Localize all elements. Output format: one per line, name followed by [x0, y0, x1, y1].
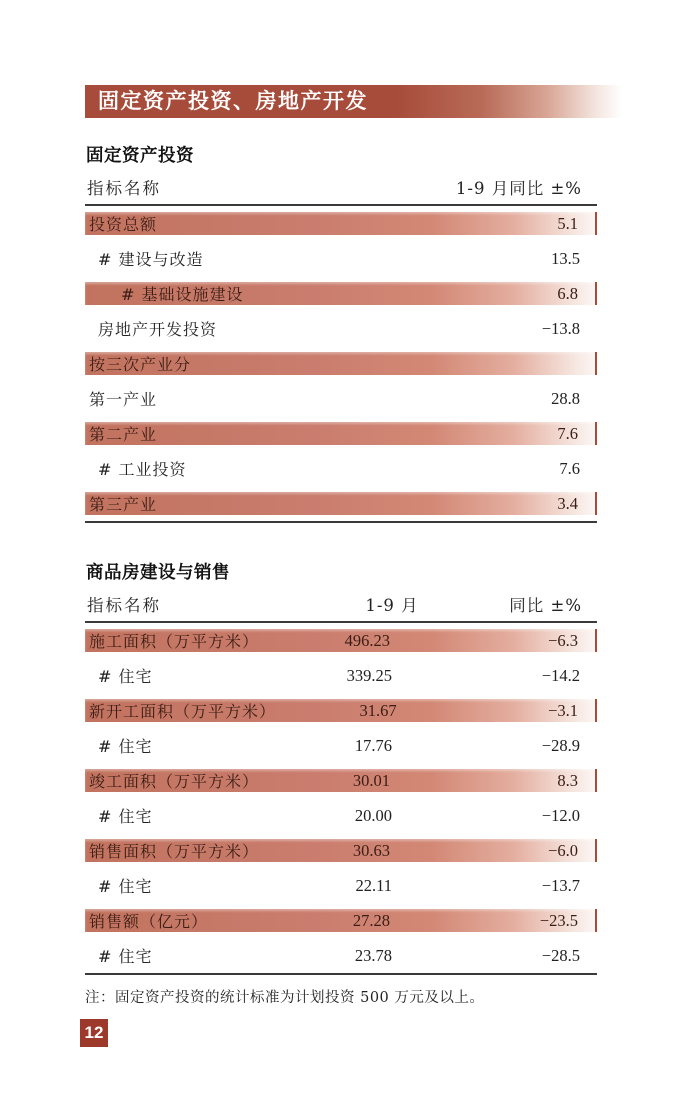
row-yoy-value: −23.5: [539, 910, 578, 930]
row-label: # 建设与改造: [98, 250, 204, 269]
row-value: 13.5: [551, 248, 580, 268]
row-label: # 住宅: [98, 737, 153, 756]
row-label: # 住宅: [98, 947, 153, 966]
row-period-value: 20.00: [354, 805, 392, 825]
chapter-banner-title: 固定资产投资、房地产开发: [98, 90, 368, 113]
table1-title: 固定资产投资: [86, 145, 194, 165]
row-label: 房地产开发投资: [98, 320, 218, 339]
table-row: [85, 381, 597, 416]
plain-row: [85, 874, 597, 897]
table-row: [85, 486, 597, 521]
plain-row: [85, 457, 597, 480]
table-row: [85, 346, 597, 381]
table-row: [85, 833, 597, 868]
row-period-value: 22.11: [355, 875, 392, 895]
table-row: [85, 903, 597, 938]
row-label: 竣工面积（万平方米）: [89, 772, 260, 791]
plain-row: [85, 734, 597, 757]
table-row: [85, 728, 597, 763]
highlight-bar: [85, 699, 597, 722]
row-label: # 工业投资: [98, 460, 187, 479]
row-yoy-value: −6.3: [548, 630, 578, 650]
row-period-value: 30.01: [352, 770, 390, 790]
row-label: 投资总额: [89, 215, 158, 234]
row-label: 新开工面积（万平方米）: [89, 702, 277, 721]
table-row: [85, 623, 597, 658]
row-yoy-value: −6.0: [548, 840, 578, 860]
row-label: # 基础设施建设: [121, 285, 244, 304]
row-value: 7.6: [559, 458, 580, 478]
table-row: [85, 276, 597, 311]
row-label: 第三产业: [89, 495, 158, 514]
table2-header-indicator: 指标名称: [87, 596, 161, 615]
row-period-value: 30.63: [352, 840, 390, 860]
row-label: 第一产业: [89, 390, 158, 409]
row-period-value: 17.76: [354, 735, 392, 755]
table-row: [85, 798, 597, 833]
plain-row: [85, 804, 597, 827]
table-row: [85, 416, 597, 451]
plain-row: [85, 387, 597, 410]
row-yoy-value: −12.0: [541, 805, 580, 825]
plain-row: [85, 944, 597, 967]
row-yoy-value: −28.9: [541, 735, 580, 755]
row-label: 按三次产业分: [89, 355, 192, 374]
row-value: 3.4: [557, 493, 578, 513]
row-label: 销售额（亿元）: [89, 912, 209, 931]
row-label: 销售面积（万平方米）: [89, 842, 260, 861]
table2-header-period: 1-9 月: [365, 596, 419, 615]
table-row: [85, 206, 597, 241]
row-value: −13.8: [541, 318, 580, 338]
table-row: [85, 658, 597, 693]
row-value: 7.6: [557, 423, 578, 443]
row-period-value: 496.23: [344, 630, 390, 650]
table1-body: [85, 206, 597, 523]
table-row: [85, 451, 597, 486]
table2-body: [85, 623, 597, 975]
table-row: [85, 938, 597, 973]
plain-row: [85, 247, 597, 270]
row-yoy-value: −13.7: [541, 875, 580, 895]
row-period-value: 31.67: [359, 700, 397, 720]
highlight-bar: [85, 282, 597, 305]
row-yoy-value: 8.3: [557, 770, 578, 790]
row-label: # 住宅: [98, 807, 153, 826]
highlight-bar: [85, 629, 597, 652]
row-label: # 住宅: [98, 667, 153, 686]
row-label: 第二产业: [89, 425, 158, 444]
table1-header-row: [85, 175, 597, 206]
highlight-bar: [85, 352, 597, 375]
table1-header-value: 1-9 月同比 ±%: [455, 179, 582, 198]
commercial-housing-table: [85, 592, 597, 975]
row-label: # 住宅: [98, 877, 153, 896]
row-period-value: 27.28: [352, 910, 390, 930]
highlight-bar: [85, 769, 597, 792]
row-value: 28.8: [551, 388, 580, 408]
row-period-value: 339.25: [346, 665, 392, 685]
table2-header-row: [85, 592, 597, 623]
row-yoy-value: −14.2: [541, 665, 580, 685]
highlight-bar: [85, 492, 597, 515]
chapter-banner: [85, 85, 622, 118]
highlight-bar: [85, 422, 597, 445]
page-number-badge: 12: [80, 1019, 108, 1047]
row-yoy-value: −3.1: [548, 700, 578, 720]
highlight-bar: [85, 909, 597, 932]
table-row: [85, 241, 597, 276]
table2-title: 商品房建设与销售: [86, 562, 230, 582]
table-row: [85, 868, 597, 903]
table-row: [85, 311, 597, 346]
row-yoy-value: −28.5: [541, 945, 580, 965]
plain-row: [85, 664, 597, 687]
plain-row: [85, 317, 597, 340]
table1-header-indicator: 指标名称: [87, 179, 161, 198]
table-row: [85, 693, 597, 728]
row-label: 施工面积（万平方米）: [89, 632, 260, 651]
row-period-value: 23.78: [354, 945, 392, 965]
table2-header-yoy: 同比 ±%: [509, 596, 582, 615]
fixed-asset-investment-table: [85, 175, 597, 523]
highlight-bar: [85, 212, 597, 235]
table-row: [85, 763, 597, 798]
highlight-bar: [85, 839, 597, 862]
row-value: 5.1: [557, 213, 578, 233]
row-value: 6.8: [557, 283, 578, 303]
footnote: 注：固定资产投资的统计标准为计划投资 500 万元及以上。: [85, 990, 485, 1006]
